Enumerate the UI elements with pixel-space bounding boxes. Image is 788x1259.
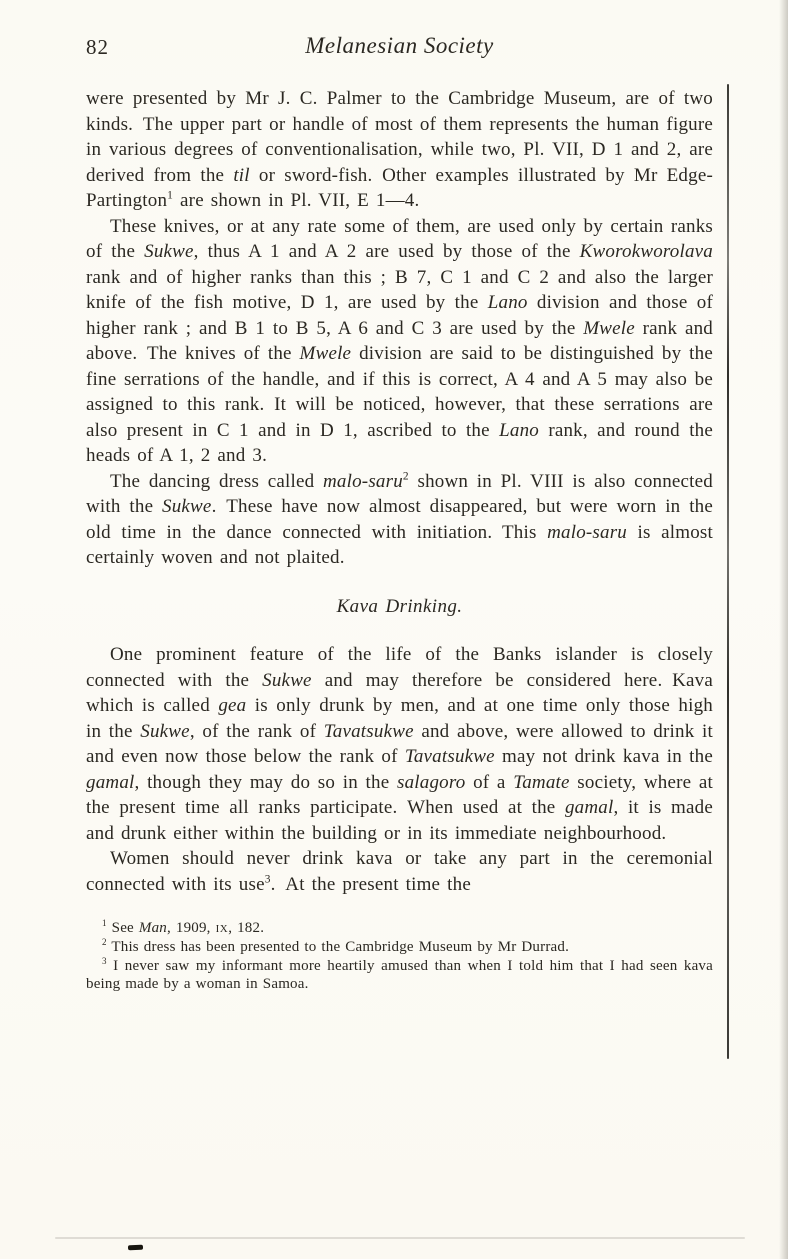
page-number: 82 [86, 35, 109, 59]
paragraph-5: Women should never drink kava or take any part in the ceremonial connected with its use$^3$. At the present time the [86, 848, 713, 895]
paragraph-3: The dancing dress called malo-saru$^2$ shown in Pl. VIII is also connected with the Sukwe. These have now almost disappeared, but were worn in the old time in the dance connected with initiation. This malo-saru is almost certainly woven and not plaited. [86, 470, 714, 568]
footnotes [86, 919, 713, 994]
binding-shadow-line [727, 84, 729, 1059]
right-edge-shadow [779, 0, 788, 1259]
text-block [86, 86, 713, 994]
paragraph-2: These knives, or at any rate some of them, are used only by certain ranks of the Sukwe, thus A 1 and A 2 are used by those of the Kworokworolava rank and of higher ranks than this ; B 7, C 1 and C 2 and also the larger knife of the fish motive, D 1, are used by the Lano division and those of higher rank ; and B 1 to B 5, A 6 and C 3 are used by the Mwele rank and above. The knives of the Mwele division are said to be distinguished by the fine serrations of the handle, and if this is correct, A 4 and A 5 may also be assigned to this rank. It will be noticed, however, that these serrations are also present in C 1 and in D 1, ascribed to the Lano rank, and round the heads of A 1, 2 and 3. [86, 215, 714, 466]
running-title: Melanesian Society [305, 33, 494, 58]
paragraph-1: were presented by Mr J. C. Palmer to the Cambridge Museum, are of two kinds. The upper part or handle of most of them represents the human figure in various degrees of conventionalisation, while two, Pl. VII, D 1 and 2, are derived from the til or sword-fish. Other examples illustrated by Mr Edge-Partington$^1$ are shown in Pl. VII, E 1—4. [86, 88, 713, 211]
ink-smudge [128, 1245, 143, 1251]
bottom-edge-line [55, 1237, 745, 1239]
paragraph-4: One prominent feature of the life of the Banks islander is closely connected with the Sukwe and may therefore be considered here. Kava which is called gea is only drunk by men, and at one time only those high in the Sukwe, of the rank of Tavatsukwe and above, were allowed to drink it and even now those below the rank of Tavatsukwe may not drink kava in the gamal, though they may do so in the salagoro of a Tamate society, where at the present time all ranks participate. When used at the gamal, it is made and drunk either within the building or in its immediate neighbourhood. [86, 644, 714, 844]
section-heading: Kava Drinking. [336, 595, 463, 617]
running-head [86, 33, 713, 63]
footnote-3: $^3$ I never saw my informant more heartily amused than when I told him that I had seen kava being made by a woman in Samoa. [86, 955, 713, 993]
footnote-1: $^1$ See Man, 1909, ix, 182. [102, 918, 265, 936]
footnote-2: $^2$ This dress has been presented to the Cambridge Museum by Mr Durrad. [102, 936, 570, 955]
